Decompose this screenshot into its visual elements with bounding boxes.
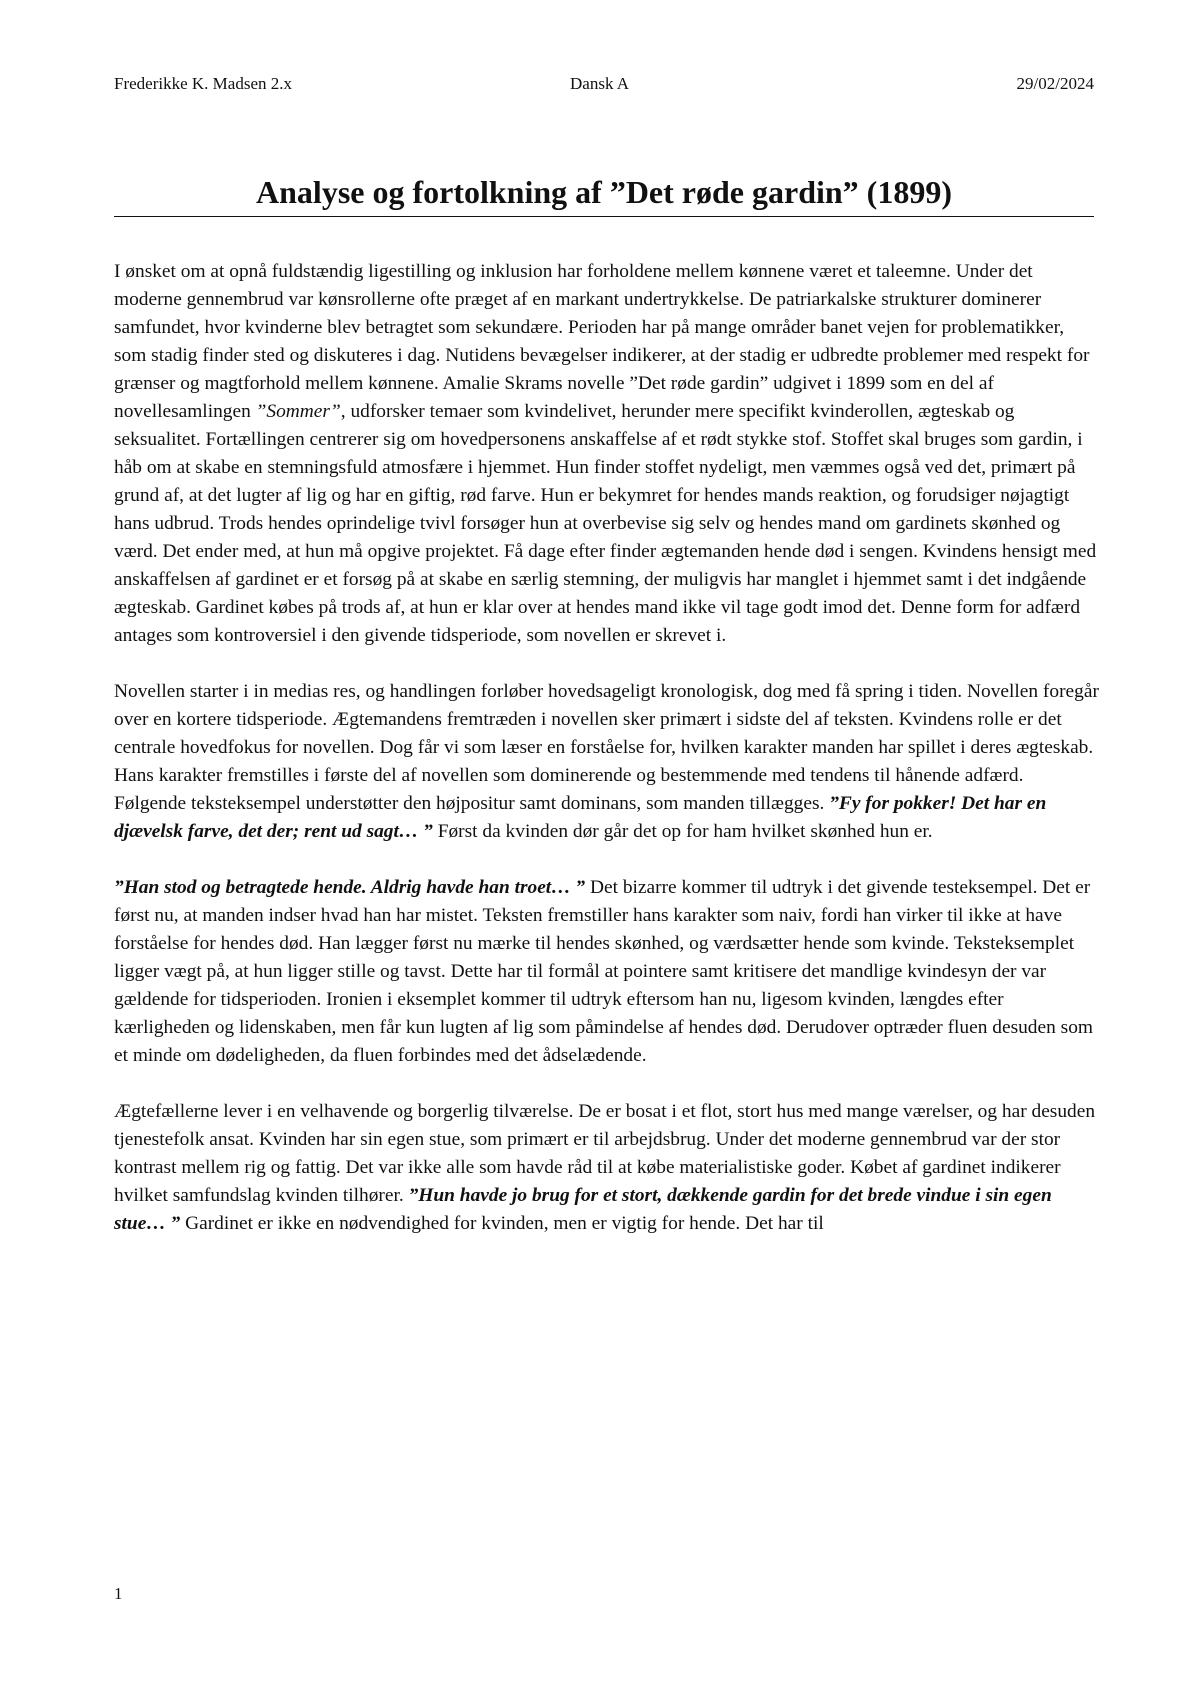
header-date: 29/02/2024	[1016, 74, 1094, 93]
paragraph-3-quote: ”Han stod og betragtede hende. Aldrig havde han troet… ”	[114, 877, 586, 898]
paragraph-3-text-a: Det bizarre kommer til udtryk i det givende testeksempel. Det er først nu, at manden indser hvad han har mistet. Teksten fremstiller hans karakter som naiv, fordi han virker til ikke at have forståelse for hendes død. Han lægger først nu mærke til hendes skønhed, og værdsætter hende som kvinde. Teksteksemplet ligger vægt på, at hun ligger stille og tavst. Dette har til formål at pointere samt kritisere det mandlige kvindesyn der var gældende for tidsperioden. Ironien i eksemplet kommer til udtryk eftersom han nu, ligesom kvinden, længdes efter kærligheden og lidenskaben, men får kun lugten af lig som påmindelse af hendes død. Derudover optræder fluen desuden som et minde om dødeligheden, da fluen forbindes med det ådselædende.	[114, 877, 1093, 1066]
paragraph-2-text-a: Novellen starter i in medias res, og handlingen forløber hovedsageligt kronologisk, dog med få spring i tiden. Novellen foregår over en kortere tidsperiode. Ægtemandens fremtræden i novellen sker primært i sidste del af teksten. Kvindens rolle er det centrale hovedfokus for novellen. Dog får vi som læser en forståelse for, hvilken karakter manden har spillet i deres ægteskab. Hans karakter fremstilles i første del af novellen som dominerende og bestemmende med tendens til hånende adfærd. Følgende teksteksempel understøtter den højpositur samt dominans, som manden tillægges.	[114, 681, 1099, 814]
paragraph-3	[114, 874, 1099, 1070]
page-number: 1	[114, 1584, 123, 1603]
paragraph-4-quote: ”Hun havde jo brug for et stort, dækkende gardin for det brede vindue i sin egen stue… ”	[114, 1185, 1052, 1234]
header-subject: Dansk A	[570, 74, 630, 93]
paragraph-2-quote: ”Fy for pokker! Det har en djævelsk farve, det der; rent ud sagt… ”	[114, 793, 1047, 842]
paragraph-2	[114, 678, 1099, 846]
document-body	[114, 258, 1099, 1266]
collection-title: ”Sommer”	[255, 401, 341, 422]
paragraph-1-text-a: I ønsket om at opnå fuldstændig ligestilling og inklusion har forholdene mellem kønnene været et taleemne. Under det moderne gennembrud var kønsrollerne ofte præget af en markant undertrykkelse. De patriarkalske strukturer dominerer samfundet, hvor kvinderne blev betragtet som sekundære. Perioden har på mange områder banet vejen for problematikker, som stadig finder sted og diskuteres i dag. Nutidens bevægelser indikerer, at der stadig er udbredte problemer med respekt for grænser og magtforhold mellem kønnene. Amalie Skrams novelle ”Det røde gardin” udgivet i 1899 som en del af novellesamlingen	[114, 261, 1090, 422]
paragraph-4-text-a: Ægtefællerne lever i en velhavende og borgerlig tilværelse. De er bosat i et flot, stort hus med mange værelser, og har desuden tjenestefolk ansat. Kvinden har sin egen stue, som primært er til arbejdsbrug. Under det moderne gennembrud var der stor kontrast mellem rig og fattig. Det var ikke alle som havde råd til at købe materialistiske goder. Købet af gardinet indikerer hvilket samfundslag kvinden tilhører.	[114, 1101, 1096, 1206]
paragraph-1-text-c: , udforsker temaer som kvindelivet, herunder mere specifikt kvinderollen, ægteskab og seksualitet. Fortællingen centrerer sig om hovedpersonens anskaffelse af et rødt stykke stof. Stoffet skal bruges som gardin, i håb om at skabe en stemningsfuld atmosfære i hjemmet. Hun finder stoffet nydeligt, men væmmes også ved det, primært på grund af, at det lugter af lig og har en giftig, rød farve. Hun er bekymret for hendes mands reaktion, og forudsiger nøjagtigt hans udbrud. Trods hendes oprindelige tvivl forsøger hun at overbevise sig selv og hendes mand om gardinets skønhed og værd. Det ender med, at hun må opgive projektet. Få dage efter finder ægtemanden hende død i sengen. Kvindens hensigt med anskaffelsen af gardinet er et forsøg på at skabe en særlig stemning, der muligvis har manglet i hjemmet samt i det indgående ægteskab. Gardinet købes på trods af, at hun er klar over at hendes mand ikke vil tage godt imod det. Denne form for adfærd antages som kontroversiel i den givende tidsperiode, som novellen er skrevet i.	[114, 401, 1097, 646]
paragraph-2-text-b: Først da kvinden dør går det op for ham hvilket skønhed hun er.	[432, 821, 933, 842]
title-underline	[114, 216, 1094, 217]
header-author: Frederikke K. Madsen 2.x	[114, 74, 292, 93]
paragraph-1	[114, 258, 1099, 650]
paragraph-4	[114, 1098, 1099, 1238]
document-title: Analyse og fortolkning af ”Det røde gardin” (1899)	[256, 174, 952, 210]
page-header	[114, 74, 1094, 98]
paragraph-4-text-b: Gardinet er ikke en nødvendighed for kvinden, men er vigtig for hende. Det har til	[180, 1213, 824, 1234]
